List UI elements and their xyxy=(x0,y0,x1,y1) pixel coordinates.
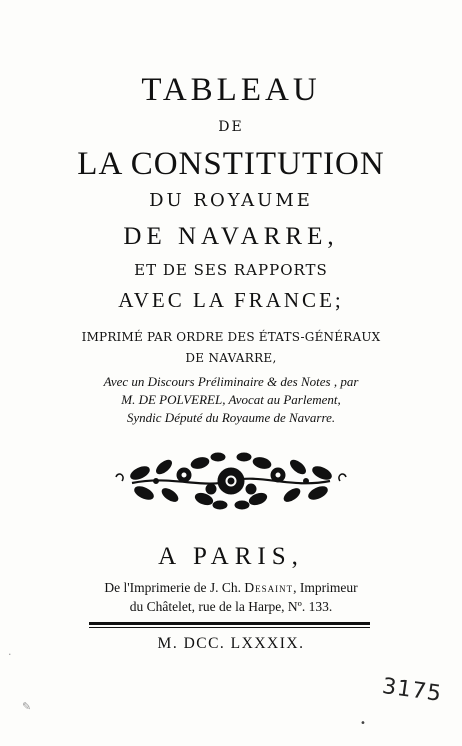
floral-ornament-icon xyxy=(112,445,350,517)
title-imprime: IMPRIMÉ PAR ORDRE DES ÉTATS-GÉNÉRAUX xyxy=(81,330,381,344)
title-constitution: LA CONSTITUTION xyxy=(77,146,385,182)
imprint-line-1: De l'Imprimerie de J. Ch. Desaint, Imprimeur xyxy=(104,580,358,595)
corner-mark: • xyxy=(360,718,366,729)
author-line-2: M. DE POLVEREL, Avocat au Parlement, xyxy=(121,392,341,407)
publication-date: M. DCC. LXXXIX. xyxy=(157,635,305,652)
title-navarre: DE NAVARRE, xyxy=(123,223,339,250)
title-france: AVEC LA FRANCE; xyxy=(118,288,344,312)
thick-rule xyxy=(89,622,370,625)
title-rapports: ET DE SES RAPPORTS xyxy=(134,261,328,279)
title-royaume: DU ROYAUME xyxy=(149,190,313,211)
title-de: DE xyxy=(218,119,244,135)
imprint-city: A PARIS, xyxy=(158,543,304,570)
faint-mark: ✎ xyxy=(22,700,32,713)
author-line-1: Avec un Discours Préliminaire & des Notes , par xyxy=(103,374,359,389)
imprint-line-2: du Châtelet, rue de la Harpe, Nº. 133. xyxy=(129,599,333,614)
printer-name: Desaint xyxy=(244,580,294,595)
thin-rule xyxy=(89,627,370,628)
handwritten-number: 3175 xyxy=(380,673,444,708)
faint-dot: · xyxy=(8,648,12,661)
title-tableau: TABLEAU xyxy=(141,72,321,108)
title-navarre-2: DE NAVARRE, xyxy=(185,351,277,365)
author-line-3: Syndic Député du Royaume de Navarre. xyxy=(126,410,336,425)
